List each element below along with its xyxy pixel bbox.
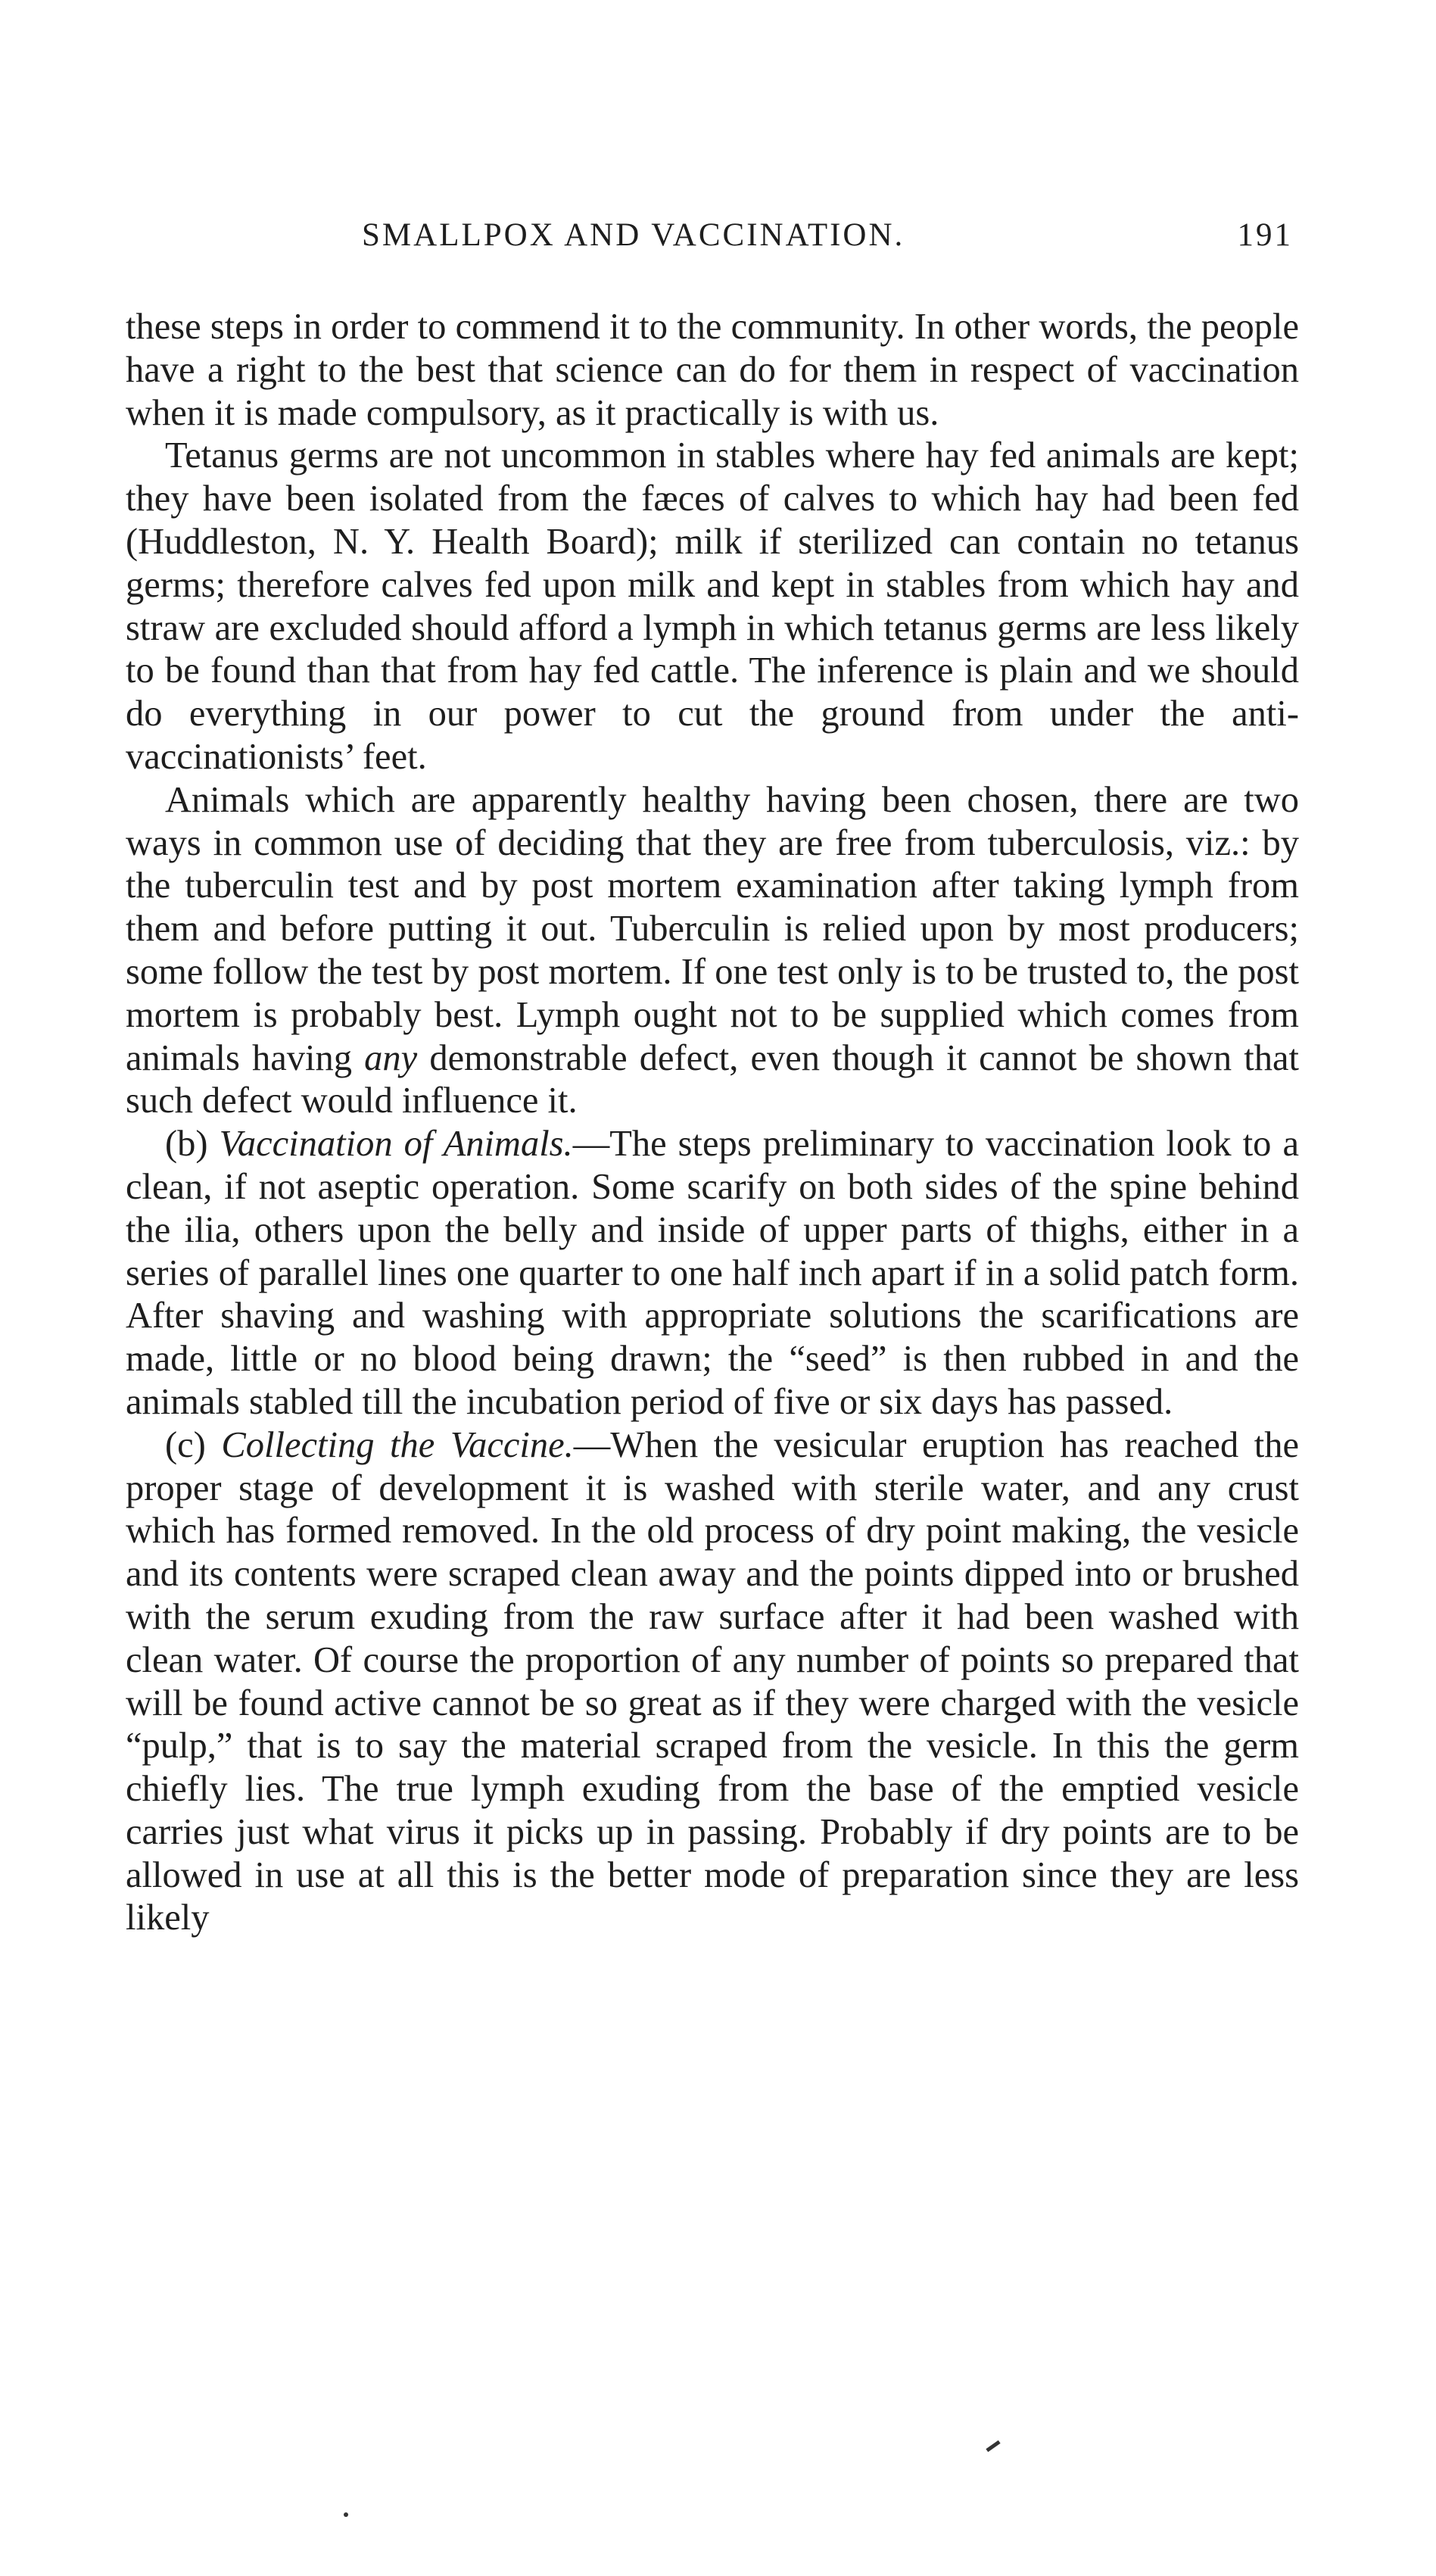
- section-c-heading: Collecting the Vaccine.: [221, 1424, 574, 1465]
- stray-dot-mark: [344, 2512, 348, 2517]
- section-b-heading: Vaccination of Animals.: [219, 1124, 573, 1165]
- body-text: [126, 306, 1299, 1940]
- section-b-label: (b): [165, 1124, 208, 1165]
- section-c-label: (c): [165, 1424, 206, 1465]
- paragraph-1: these steps in order to commend it to the community. In other words, the people have a right to the best that science can do for them in respect of vaccination when it is made compulsory, as it practically is with us.: [126, 307, 1299, 433]
- paragraph-5-text: —When the vesicular eruption has reached the proper stage of development it is washed with sterile water, and any crust which has formed removed. In the old process of dry point making, the vesicle and its contents were scraped clean away and the points dipped into or brushed with the serum exuding from the raw surface after it had been washed with clean water. Of course the proportion of any number of points so prepared that will be found active cannot be so great as if they were charged with the vesicle “pulp,” that is to say the material scraped from the vesicle. In this the germ chiefly lies. The true lymph exuding from the base of the emptied vesicle carries just what virus it picks up in passing. Probably if dry points are to be allowed in use at all this is the better mode of preparation since they are less likely: [126, 1424, 1300, 1938]
- paragraph-3-emphasis: any: [364, 1037, 418, 1078]
- page-number: 191: [1237, 217, 1293, 253]
- paragraph-4-text: —The steps preliminary to vaccination look to a clean, if not aseptic operation. Some scarify on both sides of the spine behind the ilia, others upon the belly and inside of upper parts of thighs, either in a series of parallel lines one quarter to one half inch apart if in a solid patch form. After shaving and washing with appropriate solutions the scarifications are made, little or no blood being drawn; the “seed” is then rubbed in and the animals stabled till the incubation period of five or six days has passed.: [126, 1124, 1300, 1422]
- paragraph-3-text-a: Animals which are apparently healthy having been chosen, there are two ways in common use of deciding that they are free from tuberculosis, viz.: by the tuberculin test and by post mortem examination after taking lymph from them and before putting it out. Tuberculin is relied upon by most producers; some follow the test by post mortem. If one test only is to be trusted to, the post mortem is probably best. Lymph ought not to be supplied which comes from animals having: [126, 779, 1299, 1078]
- paragraph-3: [126, 779, 1299, 1123]
- page-header: [362, 217, 1293, 262]
- paragraph-4: [126, 1123, 1299, 1424]
- paragraph-5: [126, 1424, 1299, 1941]
- paragraph-2: Tetanus germs are not uncommon in stables where hay fed animals are kept; they have been isolated from the fæces of calves to which hay had been fed (Huddleston, N. Y. Health Board); milk if sterilized can contain no tetanus germs; therefore calves fed upon milk and kept in stables from which hay and straw are excluded should afford a lymph in which tetanus germs are less likely to be found than that from hay fed cattle. The inference is plain and we should do everything in our power to cut the ground from under the anti-vaccinationists’ feet.: [126, 435, 1299, 777]
- stray-tick-mark: [986, 2440, 1000, 2453]
- running-title: SMALLPOX AND VACCINATION.: [362, 217, 905, 253]
- paragraph-3-text-b: demonstrable defect, even though it cannot be shown that such defect would influence it.: [126, 1037, 1300, 1121]
